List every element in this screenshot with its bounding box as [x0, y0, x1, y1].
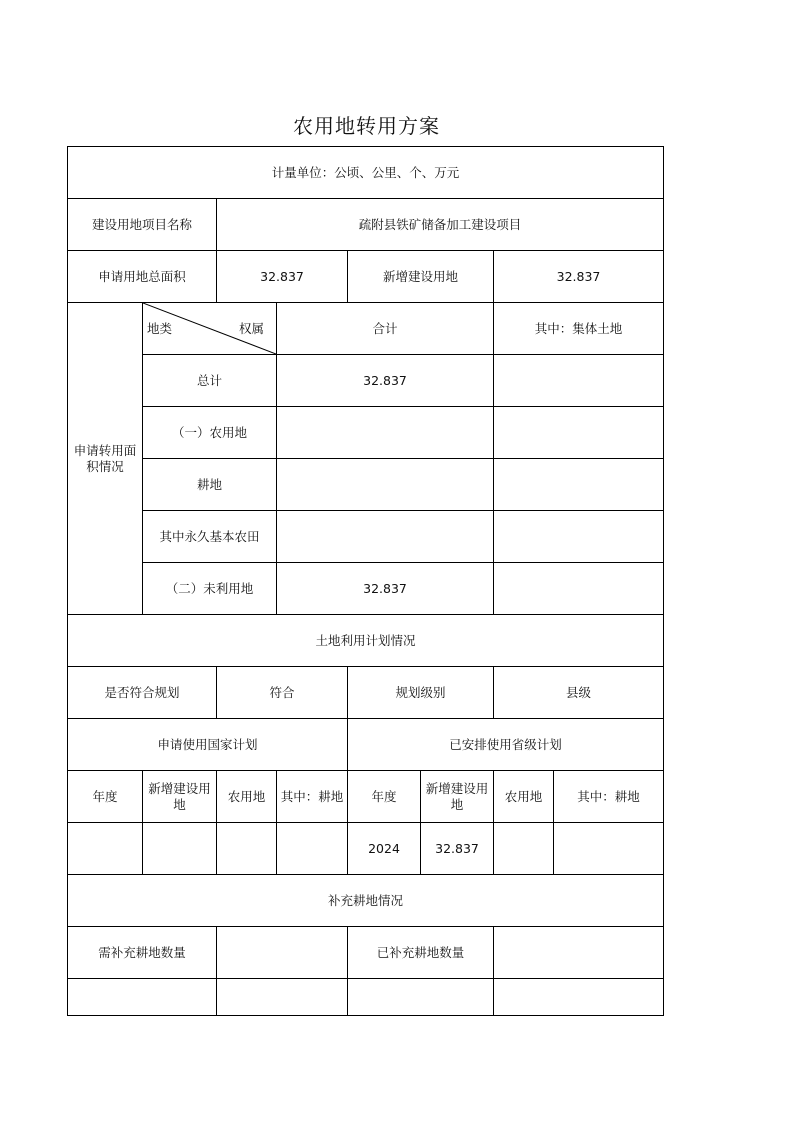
new-construction-label: 新增建设用地 [348, 251, 494, 303]
total-column-header: 合计 [277, 303, 494, 355]
done-supplement-value [494, 927, 664, 979]
row-cultivated-label: 耕地 [143, 459, 277, 511]
plan-header-new-construction: 新增建设用地 [421, 771, 494, 823]
plan-header-year: 年度 [68, 771, 143, 823]
conform-label: 是否符合规划 [68, 667, 217, 719]
row-basic-farmland-value [277, 511, 494, 563]
plan-value-cell [68, 823, 143, 875]
empty-cell [348, 979, 494, 1016]
row-unused-label: （二）未利用地 [143, 563, 277, 615]
new-construction-value: 32.837 [494, 251, 664, 303]
row-agricultural-label: （一）农用地 [143, 407, 277, 459]
land-plan-section-label: 土地利用计划情况 [68, 615, 664, 667]
national-plan-label: 申请使用国家计划 [68, 719, 348, 771]
row-unused-collective [494, 563, 664, 615]
plan-level-label: 规划级别 [348, 667, 494, 719]
plan-header-agricultural: 农用地 [217, 771, 277, 823]
row-cultivated-collective [494, 459, 664, 511]
conversion-plan-table [67, 146, 664, 1016]
plan-header-new-construction: 新增建设用地 [143, 771, 217, 823]
row-agricultural-value [277, 407, 494, 459]
plan-value-cell [277, 823, 348, 875]
supplement-section-label: 补充耕地情况 [68, 875, 664, 927]
conversion-section-label [68, 303, 143, 615]
ownership-header: 权属 [238, 321, 264, 336]
row-total-label: 总计 [143, 355, 277, 407]
need-supplement-value [217, 927, 348, 979]
empty-cell [68, 979, 217, 1016]
row-basic-farmland-collective [494, 511, 664, 563]
row-total-value: 32.837 [277, 355, 494, 407]
plan-value-cell [217, 823, 277, 875]
plan-header-year: 年度 [348, 771, 421, 823]
unit-note: 计量单位：公顷、公里、个、万元 [68, 147, 664, 199]
land-type-header: 地类 [147, 321, 173, 336]
row-cultivated-value [277, 459, 494, 511]
empty-cell [217, 979, 348, 1016]
plan-value-cell: 32.837 [421, 823, 494, 875]
plan-value-cell: 2024 [348, 823, 421, 875]
project-name-value: 疏附县铁矿储备加工建设项目 [217, 199, 664, 251]
row-basic-farmland-label: 其中永久基本农田 [143, 511, 277, 563]
plan-value-cell [554, 823, 664, 875]
total-area-value: 32.837 [217, 251, 348, 303]
plan-header-agricultural: 农用地 [494, 771, 554, 823]
diagonal-header-cell [143, 303, 277, 355]
row-total-collective [494, 355, 664, 407]
need-supplement-label: 需补充耕地数量 [68, 927, 217, 979]
total-area-label: 申请用地总面积 [68, 251, 217, 303]
plan-value-cell [494, 823, 554, 875]
collective-column-header: 其中：集体土地 [494, 303, 664, 355]
plan-header-cultivated: 其中：耕地 [554, 771, 664, 823]
done-supplement-label: 已补充耕地数量 [348, 927, 494, 979]
conform-value: 符合 [217, 667, 348, 719]
plan-header-cultivated: 其中：耕地 [277, 771, 348, 823]
plan-value-cell [143, 823, 217, 875]
page-title: 农用地转用方案 [293, 114, 440, 138]
row-unused-value: 32.837 [277, 563, 494, 615]
provincial-plan-label: 已安排使用省级计划 [348, 719, 664, 771]
row-agricultural-collective [494, 407, 664, 459]
empty-cell [494, 979, 664, 1016]
project-name-label: 建设用地项目名称 [68, 199, 217, 251]
plan-level-value: 县级 [494, 667, 664, 719]
conversion-section-text: 申请转用面积情况 [73, 442, 137, 474]
